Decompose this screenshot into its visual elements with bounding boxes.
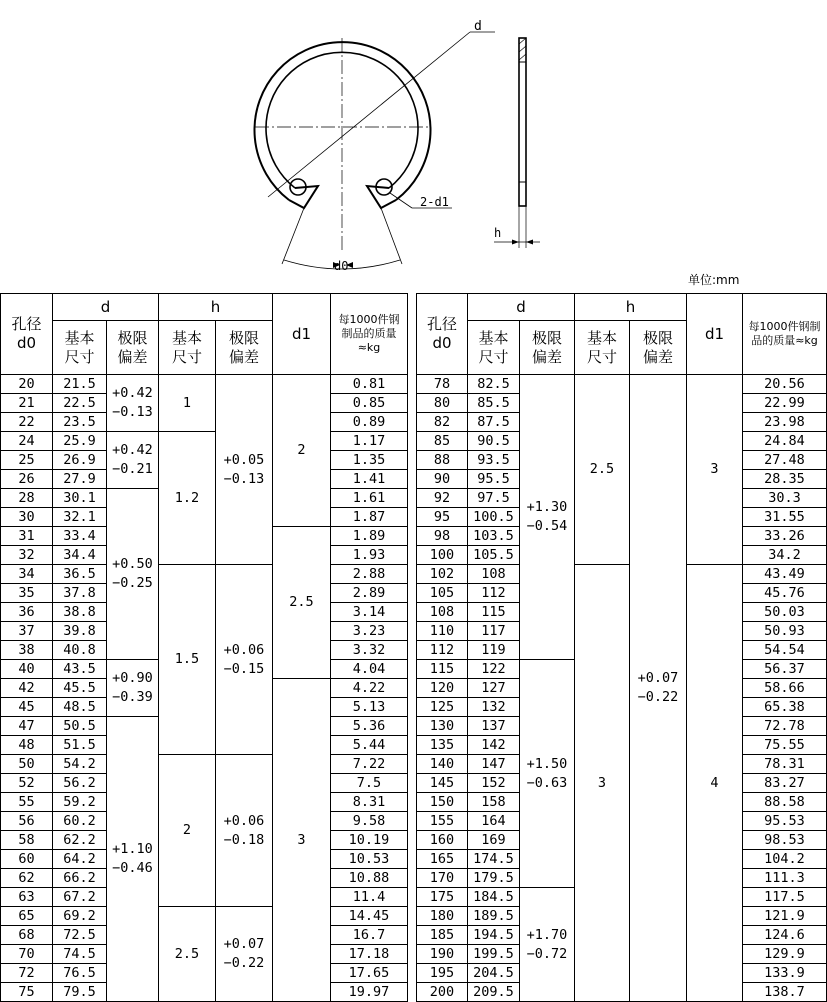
mass-cell: 83.27 — [743, 774, 827, 793]
thickness-h-label: h — [494, 226, 502, 240]
mass-cell: 88.58 — [743, 793, 827, 812]
d-basic-size-cell: 105.5 — [468, 546, 520, 565]
d-basic-size-cell: 27.9 — [53, 470, 107, 489]
d-basic-size-cell: 152 — [468, 774, 520, 793]
d-basic-size-cell: 147 — [468, 755, 520, 774]
d-basic-size-cell: 164 — [468, 812, 520, 831]
header-h: h — [575, 293, 687, 321]
d-limit-deviation-cell: +1.10 −0.46 — [107, 717, 159, 1002]
mass-cell: 78.31 — [743, 755, 827, 774]
d-basic-size-cell: 32.1 — [53, 508, 107, 527]
h-basic-size-cell: 1 — [159, 375, 216, 432]
d-basic-size-cell: 45.5 — [53, 679, 107, 698]
hole-diameter-cell: 30 — [0, 508, 53, 527]
mass-cell: 50.93 — [743, 622, 827, 641]
mass-cell: 3.14 — [331, 603, 408, 622]
hole-diameter-cell: 32 — [0, 546, 53, 565]
mass-cell: 5.36 — [331, 717, 408, 736]
hole-diameter-cell: 34 — [0, 565, 53, 584]
d-basic-size-cell: 137 — [468, 717, 520, 736]
hole-diameter-cell: 45 — [0, 698, 53, 717]
hole-diameter-cell: 68 — [0, 926, 53, 945]
d-basic-size-cell: 30.1 — [53, 489, 107, 508]
mass-cell: 65.38 — [743, 698, 827, 717]
hole-diameter-cell: 26 — [0, 470, 53, 489]
d-basic-size-cell: 97.5 — [468, 489, 520, 508]
hole-diameter-cell: 165 — [416, 850, 468, 869]
d-basic-size-cell: 142 — [468, 736, 520, 755]
mass-cell: 95.53 — [743, 812, 827, 831]
hole-diameter-cell: 20 — [0, 375, 53, 394]
h-limit-deviation-cell: +0.07 −0.22 — [216, 907, 273, 1002]
d-basic-size-cell: 60.2 — [53, 812, 107, 831]
h-basic-size-cell: 2.5 — [575, 375, 630, 565]
header-d1: d1 — [687, 293, 743, 375]
hole-d1-label: 2-d1 — [420, 195, 449, 209]
mass-cell: 111.3 — [743, 869, 827, 888]
header-d-basic-size: 基本 尺寸 — [468, 321, 520, 375]
hole-diameter-cell: 92 — [416, 489, 468, 508]
d-limit-deviation-cell: +0.90 −0.39 — [107, 660, 159, 717]
hole-diameter-cell: 200 — [416, 983, 468, 1002]
hole-diameter-cell: 50 — [0, 755, 53, 774]
d-basic-size-cell: 209.5 — [468, 983, 520, 1002]
header-h-basic-size: 基本 尺寸 — [575, 321, 630, 375]
mass-cell: 98.53 — [743, 831, 827, 850]
d-basic-size-cell: 103.5 — [468, 527, 520, 546]
mass-cell: 10.53 — [331, 850, 408, 869]
h-basic-size-cell: 1.5 — [159, 565, 216, 755]
header-mass: 每1000件钢制品的质量≈kg — [331, 293, 408, 375]
d-limit-deviation-cell: +1.50 −0.63 — [520, 660, 575, 888]
circlip-size-table-left — [0, 293, 408, 1001]
d-basic-size-cell: 26.9 — [53, 451, 107, 470]
mass-cell: 121.9 — [743, 907, 827, 926]
hole-diameter-cell: 80 — [416, 394, 468, 413]
mass-cell: 5.44 — [331, 736, 408, 755]
hole-diameter-cell: 170 — [416, 869, 468, 888]
mass-cell: 117.5 — [743, 888, 827, 907]
d1-cell: 2 — [273, 375, 331, 527]
d-basic-size-cell: 22.5 — [53, 394, 107, 413]
d-basic-size-cell: 117 — [468, 622, 520, 641]
d-basic-size-cell: 189.5 — [468, 907, 520, 926]
d-basic-size-cell: 95.5 — [468, 470, 520, 489]
d-basic-size-cell: 100.5 — [468, 508, 520, 527]
mass-cell: 0.81 — [331, 375, 408, 394]
d-basic-size-cell: 36.5 — [53, 565, 107, 584]
hole-diameter-cell: 36 — [0, 603, 53, 622]
hole-diameter-cell: 160 — [416, 831, 468, 850]
mass-cell: 9.58 — [331, 812, 408, 831]
hole-diameter-cell: 22 — [0, 413, 53, 432]
d1-cell: 3 — [273, 679, 331, 1002]
mass-cell: 10.19 — [331, 831, 408, 850]
header-d-limit-deviation: 极限 偏差 — [520, 321, 575, 375]
d-basic-size-cell: 54.2 — [53, 755, 107, 774]
d-basic-size-cell: 72.5 — [53, 926, 107, 945]
d-limit-deviation-cell: +1.70 −0.72 — [520, 888, 575, 1002]
hole-diameter-cell: 82 — [416, 413, 468, 432]
d-basic-size-cell: 59.2 — [53, 793, 107, 812]
d-basic-size-cell: 21.5 — [53, 375, 107, 394]
mass-cell: 19.97 — [331, 983, 408, 1002]
hole-diameter-cell: 85 — [416, 432, 468, 451]
d-basic-size-cell: 93.5 — [468, 451, 520, 470]
hole-diameter-cell: 95 — [416, 508, 468, 527]
mass-cell: 124.6 — [743, 926, 827, 945]
mass-cell: 75.55 — [743, 736, 827, 755]
diameter-d-label: d — [474, 19, 482, 34]
mass-cell: 16.7 — [331, 926, 408, 945]
mass-cell: 3.32 — [331, 641, 408, 660]
h-limit-deviation-cell: +0.06 −0.15 — [216, 565, 273, 755]
mass-cell: 104.2 — [743, 850, 827, 869]
d-basic-size-cell: 39.8 — [53, 622, 107, 641]
h-limit-deviation-cell: +0.07 −0.22 — [630, 375, 687, 1002]
header-hole-d0: 孔径 d0 — [0, 293, 53, 375]
hole-diameter-cell: 65 — [0, 907, 53, 926]
mass-cell: 10.88 — [331, 869, 408, 888]
mass-cell: 72.78 — [743, 717, 827, 736]
d-basic-size-cell: 82.5 — [468, 375, 520, 394]
d-basic-size-cell: 25.9 — [53, 432, 107, 451]
hole-diameter-cell: 21 — [0, 394, 53, 413]
hole-diameter-cell: 155 — [416, 812, 468, 831]
mass-cell: 129.9 — [743, 945, 827, 964]
hole-diameter-cell: 90 — [416, 470, 468, 489]
mass-cell: 45.76 — [743, 584, 827, 603]
hole-diameter-cell: 37 — [0, 622, 53, 641]
d-basic-size-cell: 51.5 — [53, 736, 107, 755]
mass-cell: 138.7 — [743, 983, 827, 1002]
unit-label: 单位:mm — [688, 273, 740, 287]
mass-cell: 8.31 — [331, 793, 408, 812]
d-basic-size-cell: 69.2 — [53, 907, 107, 926]
h-basic-size-cell: 2.5 — [159, 907, 216, 1002]
d-basic-size-cell: 67.2 — [53, 888, 107, 907]
hole-diameter-cell: 195 — [416, 964, 468, 983]
circlip-size-table-right — [416, 293, 827, 1001]
header-h-limit-deviation: 极限 偏差 — [630, 321, 687, 375]
d-basic-size-cell: 90.5 — [468, 432, 520, 451]
d-basic-size-cell: 85.5 — [468, 394, 520, 413]
hole-diameter-cell: 40 — [0, 660, 53, 679]
d1-cell: 3 — [687, 375, 743, 565]
mass-cell: 7.5 — [331, 774, 408, 793]
mass-cell: 1.93 — [331, 546, 408, 565]
d-basic-size-cell: 64.2 — [53, 850, 107, 869]
hole-diameter-cell: 25 — [0, 451, 53, 470]
hole-diameter-cell: 56 — [0, 812, 53, 831]
d-basic-size-cell: 158 — [468, 793, 520, 812]
hole-diameter-cell: 47 — [0, 717, 53, 736]
mass-cell: 23.98 — [743, 413, 827, 432]
mass-cell: 1.89 — [331, 527, 408, 546]
header-h-basic-size: 基本 尺寸 — [159, 321, 216, 375]
d-basic-size-cell: 38.8 — [53, 603, 107, 622]
hole-diameter-cell: 98 — [416, 527, 468, 546]
mass-cell: 1.61 — [331, 489, 408, 508]
h-limit-deviation-cell: +0.06 −0.18 — [216, 755, 273, 907]
hole-diameter-cell: 78 — [416, 375, 468, 394]
d-basic-size-cell: 108 — [468, 565, 520, 584]
d-basic-size-cell: 204.5 — [468, 964, 520, 983]
hole-diameter-cell: 28 — [0, 489, 53, 508]
mass-cell: 50.03 — [743, 603, 827, 622]
header-h-limit-deviation: 极限 偏差 — [216, 321, 273, 375]
hole-diameter-cell: 102 — [416, 565, 468, 584]
mass-cell: 17.18 — [331, 945, 408, 964]
hole-diameter-cell: 108 — [416, 603, 468, 622]
mass-cell: 4.04 — [331, 660, 408, 679]
mass-cell: 33.26 — [743, 527, 827, 546]
mass-cell: 22.99 — [743, 394, 827, 413]
d-basic-size-cell: 43.5 — [53, 660, 107, 679]
hole-diameter-cell: 52 — [0, 774, 53, 793]
h-basic-size-cell: 1.2 — [159, 432, 216, 565]
d-limit-deviation-cell: +0.42 −0.13 — [107, 375, 159, 432]
mass-cell: 28.35 — [743, 470, 827, 489]
hole-diameter-cell: 63 — [0, 888, 53, 907]
mass-cell: 24.84 — [743, 432, 827, 451]
d-basic-size-cell: 37.8 — [53, 584, 107, 603]
d-basic-size-cell: 112 — [468, 584, 520, 603]
hole-diameter-cell: 185 — [416, 926, 468, 945]
hole-diameter-cell: 120 — [416, 679, 468, 698]
hole-diameter-cell: 112 — [416, 641, 468, 660]
d-limit-deviation-cell: +1.30 −0.54 — [520, 375, 575, 660]
mass-cell: 14.45 — [331, 907, 408, 926]
mass-cell: 1.35 — [331, 451, 408, 470]
mass-cell: 5.13 — [331, 698, 408, 717]
mass-cell: 43.49 — [743, 565, 827, 584]
d-basic-size-cell: 23.5 — [53, 413, 107, 432]
d-basic-size-cell: 34.4 — [53, 546, 107, 565]
mass-cell: 7.22 — [331, 755, 408, 774]
d1-cell: 2.5 — [273, 527, 331, 679]
mass-cell: 133.9 — [743, 964, 827, 983]
d-basic-size-cell: 132 — [468, 698, 520, 717]
header-d-limit-deviation: 极限 偏差 — [107, 321, 159, 375]
mass-cell: 27.48 — [743, 451, 827, 470]
hole-diameter-cell: 105 — [416, 584, 468, 603]
hole-diameter-cell: 135 — [416, 736, 468, 755]
mass-cell: 30.3 — [743, 489, 827, 508]
diameter-d0-label: d0 — [334, 259, 349, 273]
d-basic-size-cell: 76.5 — [53, 964, 107, 983]
mass-cell: 4.22 — [331, 679, 408, 698]
hole-diameter-cell: 125 — [416, 698, 468, 717]
mass-cell: 3.23 — [331, 622, 408, 641]
d-basic-size-cell: 174.5 — [468, 850, 520, 869]
header-d-basic-size: 基本 尺寸 — [53, 321, 107, 375]
header-d1: d1 — [273, 293, 331, 375]
hole-diameter-cell: 130 — [416, 717, 468, 736]
mass-cell: 1.17 — [331, 432, 408, 451]
mass-cell: 1.87 — [331, 508, 408, 527]
d-basic-size-cell: 56.2 — [53, 774, 107, 793]
d1-cell: 4 — [687, 565, 743, 1002]
d-basic-size-cell: 119 — [468, 641, 520, 660]
mass-cell: 2.89 — [331, 584, 408, 603]
mass-cell: 11.4 — [331, 888, 408, 907]
h-limit-deviation-cell: +0.05 −0.13 — [216, 375, 273, 565]
d-basic-size-cell: 66.2 — [53, 869, 107, 888]
d-basic-size-cell: 87.5 — [468, 413, 520, 432]
d-basic-size-cell: 40.8 — [53, 641, 107, 660]
hole-diameter-cell: 145 — [416, 774, 468, 793]
d-basic-size-cell: 115 — [468, 603, 520, 622]
hole-diameter-cell: 35 — [0, 584, 53, 603]
header-h: h — [159, 293, 273, 321]
d-basic-size-cell: 33.4 — [53, 527, 107, 546]
d-basic-size-cell: 127 — [468, 679, 520, 698]
hole-diameter-cell: 100 — [416, 546, 468, 565]
header-hole-d0: 孔径 d0 — [416, 293, 468, 375]
d-basic-size-cell: 48.5 — [53, 698, 107, 717]
hole-diameter-cell: 110 — [416, 622, 468, 641]
mass-cell: 0.85 — [331, 394, 408, 413]
hole-diameter-cell: 62 — [0, 869, 53, 888]
hole-diameter-cell: 55 — [0, 793, 53, 812]
header-d: d — [468, 293, 575, 321]
hole-diameter-cell: 48 — [0, 736, 53, 755]
d-basic-size-cell: 194.5 — [468, 926, 520, 945]
hole-diameter-cell: 140 — [416, 755, 468, 774]
h-basic-size-cell: 3 — [575, 565, 630, 1002]
hole-diameter-cell: 88 — [416, 451, 468, 470]
h-basic-size-cell: 2 — [159, 755, 216, 907]
d-basic-size-cell: 199.5 — [468, 945, 520, 964]
circlip-technical-drawing — [0, 0, 827, 280]
mass-cell: 0.89 — [331, 413, 408, 432]
d-limit-deviation-cell: +0.42 −0.21 — [107, 432, 159, 489]
hole-diameter-cell: 58 — [0, 831, 53, 850]
d-basic-size-cell: 169 — [468, 831, 520, 850]
hole-diameter-cell: 180 — [416, 907, 468, 926]
mass-cell: 20.56 — [743, 375, 827, 394]
mass-cell: 1.41 — [331, 470, 408, 489]
d-basic-size-cell: 50.5 — [53, 717, 107, 736]
d-basic-size-cell: 79.5 — [53, 983, 107, 1002]
hole-diameter-cell: 115 — [416, 660, 468, 679]
mass-cell: 58.66 — [743, 679, 827, 698]
mass-cell: 34.2 — [743, 546, 827, 565]
d-basic-size-cell: 122 — [468, 660, 520, 679]
hole-diameter-cell: 190 — [416, 945, 468, 964]
d-limit-deviation-cell: +0.50 −0.25 — [107, 489, 159, 660]
hole-diameter-cell: 38 — [0, 641, 53, 660]
hole-diameter-cell: 150 — [416, 793, 468, 812]
mass-cell: 2.88 — [331, 565, 408, 584]
hole-diameter-cell: 31 — [0, 527, 53, 546]
d-basic-size-cell: 62.2 — [53, 831, 107, 850]
mass-cell: 54.54 — [743, 641, 827, 660]
d-basic-size-cell: 179.5 — [468, 869, 520, 888]
d-basic-size-cell: 184.5 — [468, 888, 520, 907]
d-basic-size-cell: 74.5 — [53, 945, 107, 964]
mass-cell: 31.55 — [743, 508, 827, 527]
hole-diameter-cell: 60 — [0, 850, 53, 869]
hole-diameter-cell: 75 — [0, 983, 53, 1002]
hole-diameter-cell: 70 — [0, 945, 53, 964]
mass-cell: 56.37 — [743, 660, 827, 679]
mass-cell: 17.65 — [331, 964, 408, 983]
hole-diameter-cell: 175 — [416, 888, 468, 907]
hole-diameter-cell: 72 — [0, 964, 53, 983]
header-mass: 每1000件钢制品的质量≈kg — [743, 293, 827, 375]
hole-diameter-cell: 42 — [0, 679, 53, 698]
header-d: d — [53, 293, 159, 321]
hole-diameter-cell: 24 — [0, 432, 53, 451]
